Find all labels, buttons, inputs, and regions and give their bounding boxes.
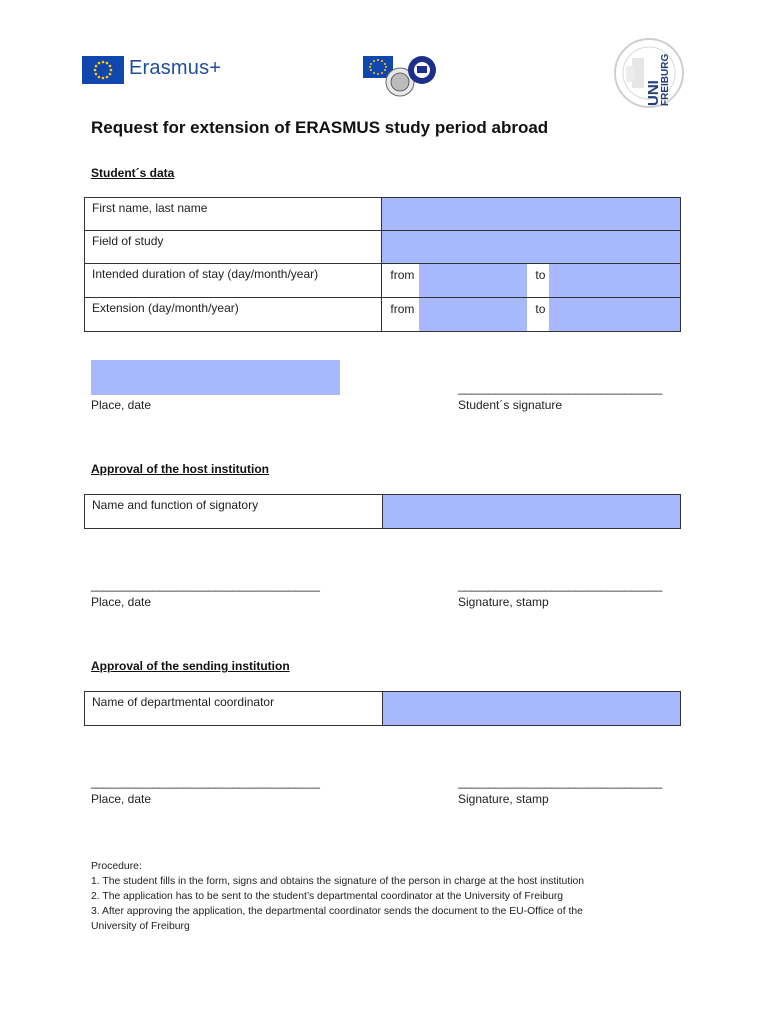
field-of-study-label: Field of study — [85, 231, 382, 264]
page-title: Request for extension of ERASMUS study period abroad — [91, 118, 549, 137]
student-data-table — [84, 197, 681, 332]
student-signature-label: Student´s signature — [458, 398, 563, 412]
host-signature-label: Signature, stamp — [458, 595, 549, 609]
duration-to-input[interactable] — [549, 264, 680, 297]
sending-signature-label: Signature, stamp — [458, 792, 549, 806]
to-label: to — [535, 268, 546, 282]
sending-approval-heading: Approval of the sending institution — [91, 659, 290, 673]
host-table — [84, 494, 681, 529]
erasmus-plus-logo — [82, 56, 222, 86]
host-signature-line[interactable]: _________________________________ — [458, 578, 662, 592]
procedure-notes — [91, 859, 681, 934]
duration-from-input[interactable] — [419, 264, 527, 297]
procedure-step-3-cont: University of Freiburg — [91, 921, 190, 932]
to-label: to — [535, 302, 546, 316]
signatory-input[interactable] — [382, 495, 680, 529]
extension-from-input[interactable] — [419, 298, 527, 331]
procedure-step-1: 1. The student fills in the form, signs and obtains the signature of the person in charge at the host institution — [91, 876, 585, 887]
host-place-date-label: Place, date — [91, 595, 152, 609]
student-place-date-input[interactable] — [91, 360, 340, 395]
student-place-date-label: Place, date — [91, 398, 152, 412]
sending-table — [84, 691, 681, 726]
extension-label: Extension (day/month/year) — [85, 298, 382, 332]
signatory-label: Name and function of signatory — [85, 495, 383, 529]
host-approval-heading: Approval of the host institution — [91, 462, 269, 476]
sending-place-date-line[interactable]: _____________________________________ — [91, 775, 320, 789]
from-label: from — [390, 302, 415, 316]
host-place-date-line[interactable]: _____________________________________ — [91, 578, 320, 592]
extension-to-input[interactable] — [549, 298, 680, 331]
sending-place-date-label: Place, date — [91, 792, 152, 806]
student-signature-line[interactable]: _________________________________ — [458, 381, 662, 395]
students-data-heading: Student´s data — [91, 166, 175, 180]
partner-emblems — [360, 52, 440, 98]
sending-signature-line[interactable]: _________________________________ — [458, 775, 662, 789]
from-label: from — [390, 268, 415, 282]
first-name-label: First name, last name — [85, 198, 382, 231]
name-input[interactable] — [382, 198, 681, 231]
procedure-heading: Procedure: — [91, 861, 142, 872]
erasmus-plus-wordmark: Erasmus+ — [129, 57, 222, 79]
duration-label: Intended duration of stay (day/month/year) — [85, 264, 382, 298]
coordinator-input[interactable] — [382, 692, 680, 726]
coordinator-label: Name of departmental coordinator — [85, 692, 383, 726]
uni-freiburg-wordmark: UNI FREIBURG — [645, 53, 671, 106]
procedure-step-2: 2. The application has to be sent to the student’s departmental coordinator at the University of Freiburg — [91, 891, 564, 902]
procedure-step-3: 3. After approving the application, the departmental coordinator sends the document to the EU-Office of the — [91, 906, 583, 917]
eu-flag-icon — [82, 56, 124, 84]
field-of-study-input[interactable] — [382, 231, 681, 264]
